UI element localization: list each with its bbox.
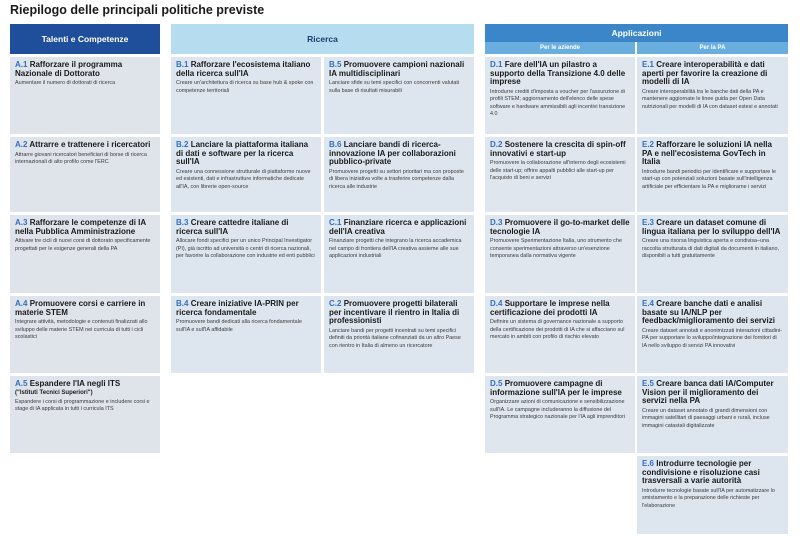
policy-card-a2 [10,137,160,212]
policy-card-e5 [637,376,788,453]
policy-title: Creare interoperabilità e dati aperti per favorire la creazione di modelli di IA [642,60,768,87]
policy-description: Introdurre tecnologie basate sull'IA per automatizzare lo smistamento e la preparazione delle richieste per l'elaborazione [642,487,775,509]
policy-title: Finanziare ricerca e applicazioni dell'IA creativa [329,218,467,236]
policy-title: Creare cattedre italiane di ricerca sull'IA [176,218,289,236]
policy-code: C.1 [329,218,342,227]
policy-card-e2 [637,137,788,212]
policy-title: Creare iniziative IA-PRIN per ricerca fondamentale [176,299,299,317]
policy-code: A.2 [15,140,28,149]
policy-code: E.5 [642,379,655,388]
policy-code: E.1 [642,60,655,69]
policy-description: Creare una connessione strutturale di piattaforme nuove ed esistenti, dati e infrastrutture informatiche dedicate all'IA, con librerie open-source [176,168,311,190]
policy-title: Fare dell'IA un pilastro a supporto della Transizione 4.0 delle imprese [490,60,626,87]
policy-card-a1 [10,57,160,134]
policy-code: B.1 [176,60,189,69]
policy-title: Rafforzare l'ecosistema italiano della ricerca sull'IA [176,60,311,78]
policy-card-b5 [324,57,474,134]
policy-code: E.4 [642,299,655,308]
policy-card-d5 [485,376,635,453]
policy-card-a4 [10,296,160,373]
subheader-pa: Per la PA [637,42,788,54]
header-talenti: Talenti e Competenze [10,24,160,54]
policy-code: B.2 [176,140,189,149]
policy-description: Promuovere Sperimentazione Italia, uno strumento che consente sperimentazioni attraverso un'esenzione temporanea dalla normativa vigente [490,238,622,259]
policy-card-e3 [637,215,788,293]
policy-code: E.2 [642,140,655,149]
policy-subtitle: ("Istituti Tecnici Superiori") [15,389,93,396]
policy-description: Promuovere la collaborazione all'interno degli ecosistemi delle start-up; offrire appalti pubblici alle start-up per l'acquisto di beni e servizi [490,160,626,181]
policy-title: Creare banca dati IA/Computer Vision per il miglioramento dei servizi nella PA [642,379,774,406]
policy-card-e1 [637,57,788,134]
policy-code: E.3 [642,218,655,227]
policy-description: Introdurre crediti d'imposta a voucher per l'assunzione di profili STEM; aggiornamento dell'elenco delle spese software e hardware ammissibili agli incentivi transizione 4.0 [490,88,626,117]
policy-title: Rafforzare il programma Nazionale di Dottorato [15,60,123,78]
subheader-aziende: Per le aziende [485,42,635,54]
policy-title: Lanciare la piattaforma italiana di dati e software per la ricerca sull'IA [176,140,309,167]
policy-description: Creare un'architettura di ricerca su base hub & spoke con competenze territoriali [176,80,314,94]
policy-card-b2 [171,137,321,212]
policy-code: C.2 [329,299,342,308]
policy-title: Promuovere progetti bilaterali per incentivare il rientro in Italia di professionisti [329,299,460,326]
policy-title: Rafforzare le competenze di IA nella Pubblica Amministrazione [15,218,146,236]
policy-title: Introdurre tecnologie per condivisione e risoluzione casi trasversali a varie autorità [642,459,760,486]
policy-description: Introdurre bandi periodici per identificare e supportare le start-up con potenziali soluzioni basate sull'intelligenza artificiale per efficientare la PA e migliorarne i servizi [642,168,776,190]
policy-description: Creare una risorsa linguistica aperta e condivisa–una raccolta strutturata di dati digitali da documenti in italiano, disponibili a tutti gratuitamente [642,238,779,259]
policy-card-e6 [637,456,788,534]
policy-title: Creare un dataset comune di lingua italiana per lo sviluppo dell'IA [642,218,781,236]
header-applicazioni: Applicazioni [485,24,788,42]
policy-description: Allocare fondi specifici per un unico Principal Investigator (PI), già iscritto ad università o centri di ricerca nazionali, per favorire la collaborazione con industrie ed enti pubblici [176,238,315,259]
policy-description: Lanciare sfide su temi specifici con concorrenti valutati sulla base di risultati misurabili [329,80,460,94]
policy-title: Rafforzare le soluzioni IA nella PA e nell'ecosistema GovTech in Italia [642,140,772,167]
policy-code: D.1 [490,60,503,69]
policy-description: Creare un dataset annotato di grandi dimensioni con immagini satellitari di paesaggi urbani e rurali, incluse immagini catastali digitalizzate [642,407,770,429]
policy-title: Supportare le imprese nella certificazione dei prodotti IA [490,299,610,317]
policy-card-b4 [171,296,321,373]
policy-description: Aumentare il numero di dottorati di ricerca [15,80,116,87]
page-title: Riepilogo delle principali politiche previste [10,3,265,17]
policy-card-b1 [171,57,321,134]
policy-title: Attrarre e trattenere i ricercatori [29,140,151,149]
policy-code: A.5 [15,379,28,388]
policy-card-d2 [485,137,635,212]
policy-description: Definire un sistema di governance nazionale a supporto della certificazione dei prodotti di IA che si affacciano sul mercato in ambiti con profilo di rischio elevato [490,319,625,340]
policy-code: B.4 [176,299,189,308]
policy-description: Finanziare progetti che integrano la ricerca accademica nel campo di frontiera dell'IA creativa assieme alle sue applicazioni industriali [329,238,462,259]
policy-description: Attivare tre cicli di nuovi corsi di dottorato specificamente progettati per le esigenze generali della PA [15,238,151,252]
policy-description: Promuovere bandi dedicati alla ricerca fondamentale sull'IA e sull'IA affidabile [176,319,302,333]
policy-code: B.5 [329,60,342,69]
policy-description: Promuovere progetti su settori prioritari ma con proposte di libera iniziativa volte a trasferire competenze dalla ricerca alle industrie [329,168,464,190]
policy-description: Lanciare bandi per progetti incentrati su temi specifici definiti da priorità italiane cofinanziati da un altro Paese con rientro in Italia di almeno un ricercatore [329,327,461,349]
policy-card-b3 [171,215,321,293]
policy-title: Lanciare bandi di ricerca-innovazione IA per collaborazioni pubblico-private [329,140,456,167]
header-ricerca: Ricerca [171,24,474,54]
policy-description: Creare dataset annotati e anonimizzati interazioni cittadini-PA per supportare lo sviluppo/integrazione dei fornitori di IA nello sviluppo di servizi PA innovativi [642,327,782,349]
policy-title: Espandere l'IA negli ITS [29,379,121,388]
policy-title: Promuovere campioni nazionali IA multidisciplinari [329,60,465,78]
policy-description: Espandere i corsi di programmazione e includere corsi e stage di IA applicata in tutti i curricula ITS [15,399,150,413]
policy-code: D.5 [490,379,503,388]
policy-code: A.3 [15,218,28,227]
policy-card-e4 [637,296,788,373]
policy-card-c2 [324,296,474,373]
policy-code: A.1 [15,60,28,69]
policy-description: Integrare attività, metodologie e contenuti finalizzati allo sviluppo delle materie STEM nei curricula di tutti i cicli scolastici [15,319,148,340]
policy-code: B.3 [176,218,189,227]
policy-card-d1 [485,57,635,134]
policy-title: Sostenere la crescita di spin-off innovativi e start-up [490,140,626,158]
policy-title: Promuovere corsi e carriere in materie STEM [15,299,146,317]
policy-code: A.4 [15,299,28,308]
policy-title: Promuovere campagne di informazione sull'IA per le imprese [490,379,622,397]
policy-card-c1 [324,215,474,293]
policy-description: Attrarre giovani ricercatori beneficiari di borse di ricerca internazionali di alto profilo come l'ERC [15,151,147,165]
policy-description: Organizzare azioni di comunicazione e sensibilizzazione sull'IA. Le campagne includeranno la diffusione del Programma strategico nazionale per l'IA agli imprenditori [490,399,625,420]
policy-description: Creare interoperabilità tra le banche dati della PA e mantenere aggiornate le linee guida per Open Data nutrizionali per modelli di IA con dataset estesi e annotati [642,88,778,110]
policy-code: D.2 [490,140,503,149]
policy-card-d3 [485,215,635,293]
policy-code: D.3 [490,218,503,227]
policy-card-d4 [485,296,635,373]
policy-code: B.6 [329,140,342,149]
policy-card-b6 [324,137,474,212]
policy-code: E.6 [642,459,655,468]
policy-card-a3 [10,215,160,293]
policy-title: Promuovere il go-to-market delle tecnologie IA [490,218,630,236]
policy-code: D.4 [490,299,503,308]
policy-title: Creare banche dati e analisi basate su IA/NLP per feedback/miglioramento dei servizi [642,299,775,326]
policy-card-a5 [10,376,160,453]
